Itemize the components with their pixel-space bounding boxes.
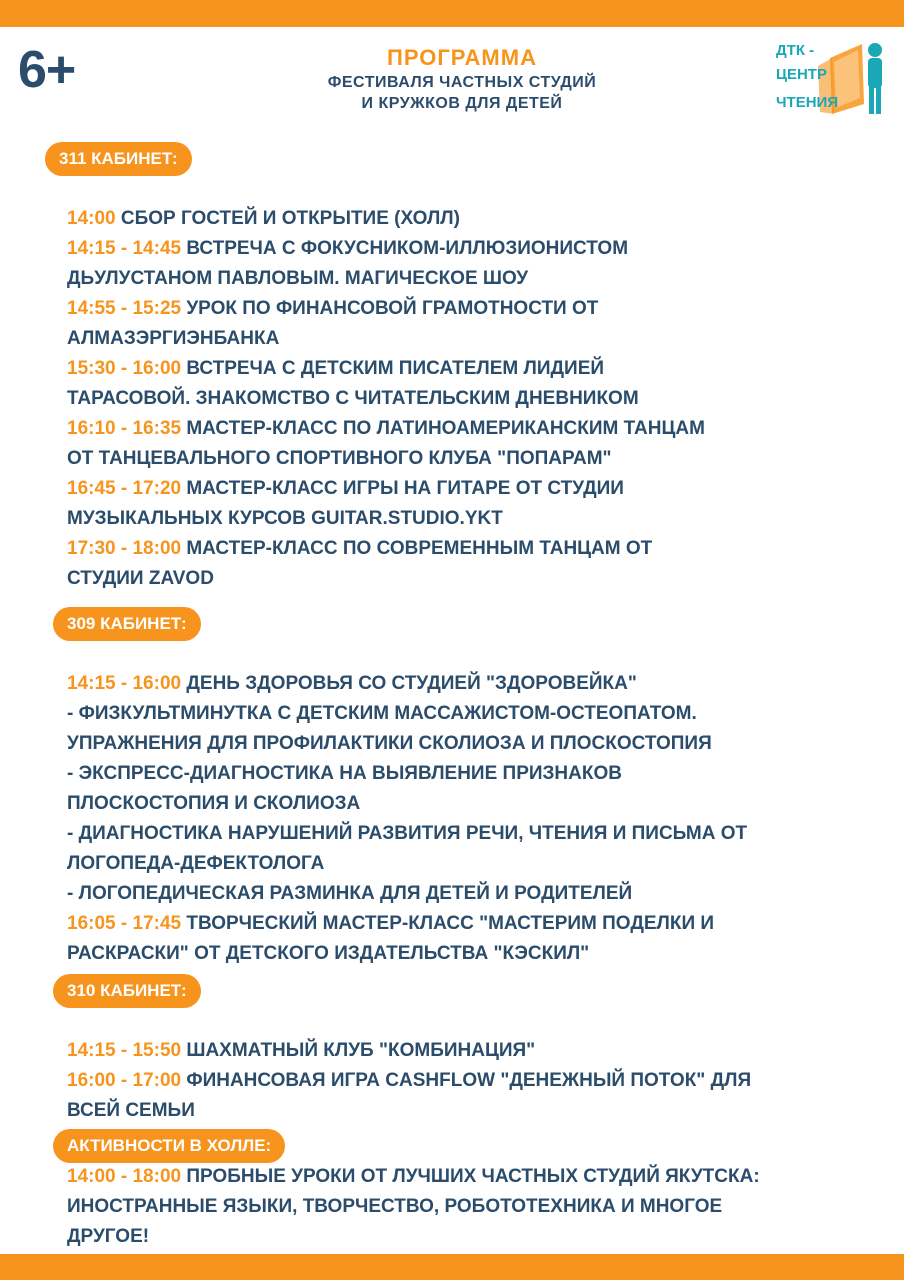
time-range: 16:05 - 17:45	[67, 913, 182, 934]
schedule-line	[67, 384, 887, 414]
activity-text: ПЛОСКОСТОПИЯ И СКОЛИОЗА	[67, 793, 361, 814]
schedule-line	[67, 504, 887, 534]
schedule-line	[67, 1222, 887, 1252]
activity-text: ОТ ТАНЦЕВАЛЬНОГО СПОРТИВНОГО КЛУБА "ПОПАРАМ"	[67, 448, 612, 469]
activity-text: СТУДИИ ZAVOD	[67, 568, 214, 589]
schedule-line	[67, 204, 887, 234]
activity-text: МАСТЕР-КЛАСС ИГРЫ НА ГИТАРЕ ОТ СТУДИИ	[181, 478, 624, 499]
schedule-line	[67, 729, 887, 759]
logo-line-2: ЦЕНТР	[776, 66, 827, 83]
activity-text: УПРАЖНЕНИЯ ДЛЯ ПРОФИЛАКТИКИ СКОЛИОЗА И ПЛОСКОСТОПИЯ	[67, 733, 712, 754]
time-range: 14:15 - 16:00	[67, 673, 182, 694]
time-range: 14:15 - 14:45	[67, 238, 182, 259]
time-range: 15:30 - 16:00	[67, 358, 182, 379]
subtitle-line-1: ФЕСТИВАЛЯ ЧАСТНЫХ СТУДИЙ	[327, 74, 597, 91]
activity-text: ЛОГОПЕДА-ДЕФЕКТОЛОГА	[67, 853, 325, 874]
section-pill-311: 311 КАБИНЕТ:	[45, 142, 192, 176]
activity-text: ВСТРЕЧА С ФОКУСНИКОМ-ИЛЛЮЗИОНИСТОМ	[181, 238, 629, 259]
time-range: 14:00	[67, 208, 116, 229]
schedule-line	[67, 414, 887, 444]
schedule-line	[67, 1192, 887, 1222]
age-rating: 6+	[18, 41, 76, 99]
activity-text: - ФИЗКУЛЬТМИНУТКА С ДЕТСКИМ МАССАЖИСТОМ-ОСТЕОПАТОМ.	[67, 703, 697, 724]
activity-text: ДЕНЬ ЗДОРОВЬЯ СО СТУДИЕЙ "ЗДОРОВЕЙКА"	[181, 673, 637, 694]
time-range: 17:30 - 18:00	[67, 538, 182, 559]
activity-text: - ДИАГНОСТИКА НАРУШЕНИЙ РАЗВИТИЯ РЕЧИ, ЧТЕНИЯ И ПИСЬМА ОТ	[67, 823, 748, 844]
schedule-line	[67, 264, 887, 294]
schedule-line	[67, 669, 887, 699]
subtitle-line-2: И КРУЖКОВ ДЛЯ ДЕТЕЙ	[361, 95, 563, 112]
section-pill-hall: АКТИВНОСТИ В ХОЛЛЕ:	[53, 1129, 285, 1163]
schedule-line	[67, 789, 887, 819]
schedule-line	[67, 819, 887, 849]
schedule-line	[67, 474, 887, 504]
time-range: 16:45 - 17:20	[67, 478, 182, 499]
activity-text: ВСЕЙ СЕМЬИ	[67, 1100, 195, 1121]
section-pill-309: 309 КАБИНЕТ:	[53, 607, 201, 641]
activity-text: ПРОБНЫЕ УРОКИ ОТ ЛУЧШИХ ЧАСТНЫХ СТУДИЙ ЯКУТСКА:	[181, 1166, 760, 1187]
time-range: 14:15 - 15:50	[67, 1040, 182, 1061]
activity-text: ИНОСТРАННЫЕ ЯЗЫКИ, ТВОРЧЕСТВО, РОБОТОТЕХНИКА И МНОГОЕ	[67, 1196, 723, 1217]
schedule-line	[67, 759, 887, 789]
schedule-309	[67, 669, 887, 969]
schedule-line	[67, 294, 887, 324]
activity-text: СБОР ГОСТЕЙ И ОТКРЫТИЕ (ХОЛЛ)	[115, 208, 460, 229]
program-header	[260, 44, 664, 114]
time-range: 14:55 - 15:25	[67, 298, 182, 319]
activity-text: УРОК ПО ФИНАНСОВОЙ ГРАМОТНОСТИ ОТ	[181, 298, 599, 319]
activity-text: ДРУГОЕ!	[67, 1226, 150, 1247]
schedule-line	[67, 939, 887, 969]
schedule-line	[67, 234, 887, 264]
activity-text: ФИНАНСОВАЯ ИГРА CASHFLOW "ДЕНЕЖНЫЙ ПОТОК" ДЛЯ	[181, 1070, 752, 1091]
bottom-orange-band	[0, 1254, 904, 1280]
schedule-line	[67, 354, 887, 384]
schedule-line	[67, 1162, 887, 1192]
activity-text: ТВОРЧЕСКИЙ МАСТЕР-КЛАСС "МАСТЕРИМ ПОДЕЛКИ И	[181, 913, 715, 934]
activity-text: ДЬУЛУСТАНОМ ПАВЛОВЫМ. МАГИЧЕСКОЕ ШОУ	[67, 268, 529, 289]
top-orange-band	[0, 0, 904, 27]
time-range: 14:00 - 18:00	[67, 1166, 182, 1187]
schedule-311	[67, 204, 887, 594]
schedule-line	[67, 1096, 887, 1126]
activity-text: РАСКРАСКИ" ОТ ДЕТСКОГО ИЗДАТЕЛЬСТВА "КЭСКИЛ"	[67, 943, 590, 964]
activity-text: - ЛОГОПЕДИЧЕСКАЯ РАЗМИНКА ДЛЯ ДЕТЕЙ И РОДИТЕЛЕЙ	[67, 883, 633, 904]
activity-text: ВСТРЕЧА С ДЕТСКИМ ПИСАТЕЛЕМ ЛИДИЕЙ	[181, 358, 605, 379]
time-range: 16:00 - 17:00	[67, 1070, 182, 1091]
schedule-line	[67, 1066, 887, 1096]
activity-text: ШАХМАТНЫЙ КЛУБ "КОМБИНАЦИЯ"	[181, 1040, 536, 1061]
activity-text: МАСТЕР-КЛАСС ПО ЛАТИНОАМЕРИКАНСКИМ ТАНЦАМ	[181, 418, 705, 439]
activity-text: ТАРАСОВОЙ. ЗНАКОМСТВО С ЧИТАТЕЛЬСКИМ ДНЕВНИКОМ	[67, 388, 639, 409]
activity-text: АЛМАЗЭРГИЭНБАНКА	[67, 328, 280, 349]
schedule-line	[67, 534, 887, 564]
logo-line-3: ЧТЕНИЯ	[776, 94, 839, 111]
dtk-logo	[772, 36, 890, 118]
schedule-line	[67, 444, 887, 474]
schedule-line	[67, 909, 887, 939]
schedule-line	[67, 699, 887, 729]
section-pill-310: 310 КАБИНЕТ:	[53, 974, 201, 1008]
schedule-line	[67, 849, 887, 879]
logo-line-1: ДТК -	[776, 42, 815, 59]
schedule-line	[67, 564, 887, 594]
schedule-310	[67, 1036, 887, 1126]
schedule-line	[67, 324, 887, 354]
schedule-line	[67, 1036, 887, 1066]
activity-text: МУЗЫКАЛЬНЫХ КУРСОВ GUITAR.STUDIO.YKT	[67, 508, 503, 529]
page-title: ПРОГРАММА	[387, 45, 537, 70]
activity-text: - ЭКСПРЕСС-ДИАГНОСТИКА НА ВЫЯВЛЕНИЕ ПРИЗНАКОВ	[67, 763, 622, 784]
time-range: 16:10 - 16:35	[67, 418, 182, 439]
activity-text: МАСТЕР-КЛАСС ПО СОВРЕМЕННЫМ ТАНЦАМ ОТ	[181, 538, 653, 559]
schedule-hall	[67, 1162, 887, 1252]
schedule-line	[67, 879, 887, 909]
